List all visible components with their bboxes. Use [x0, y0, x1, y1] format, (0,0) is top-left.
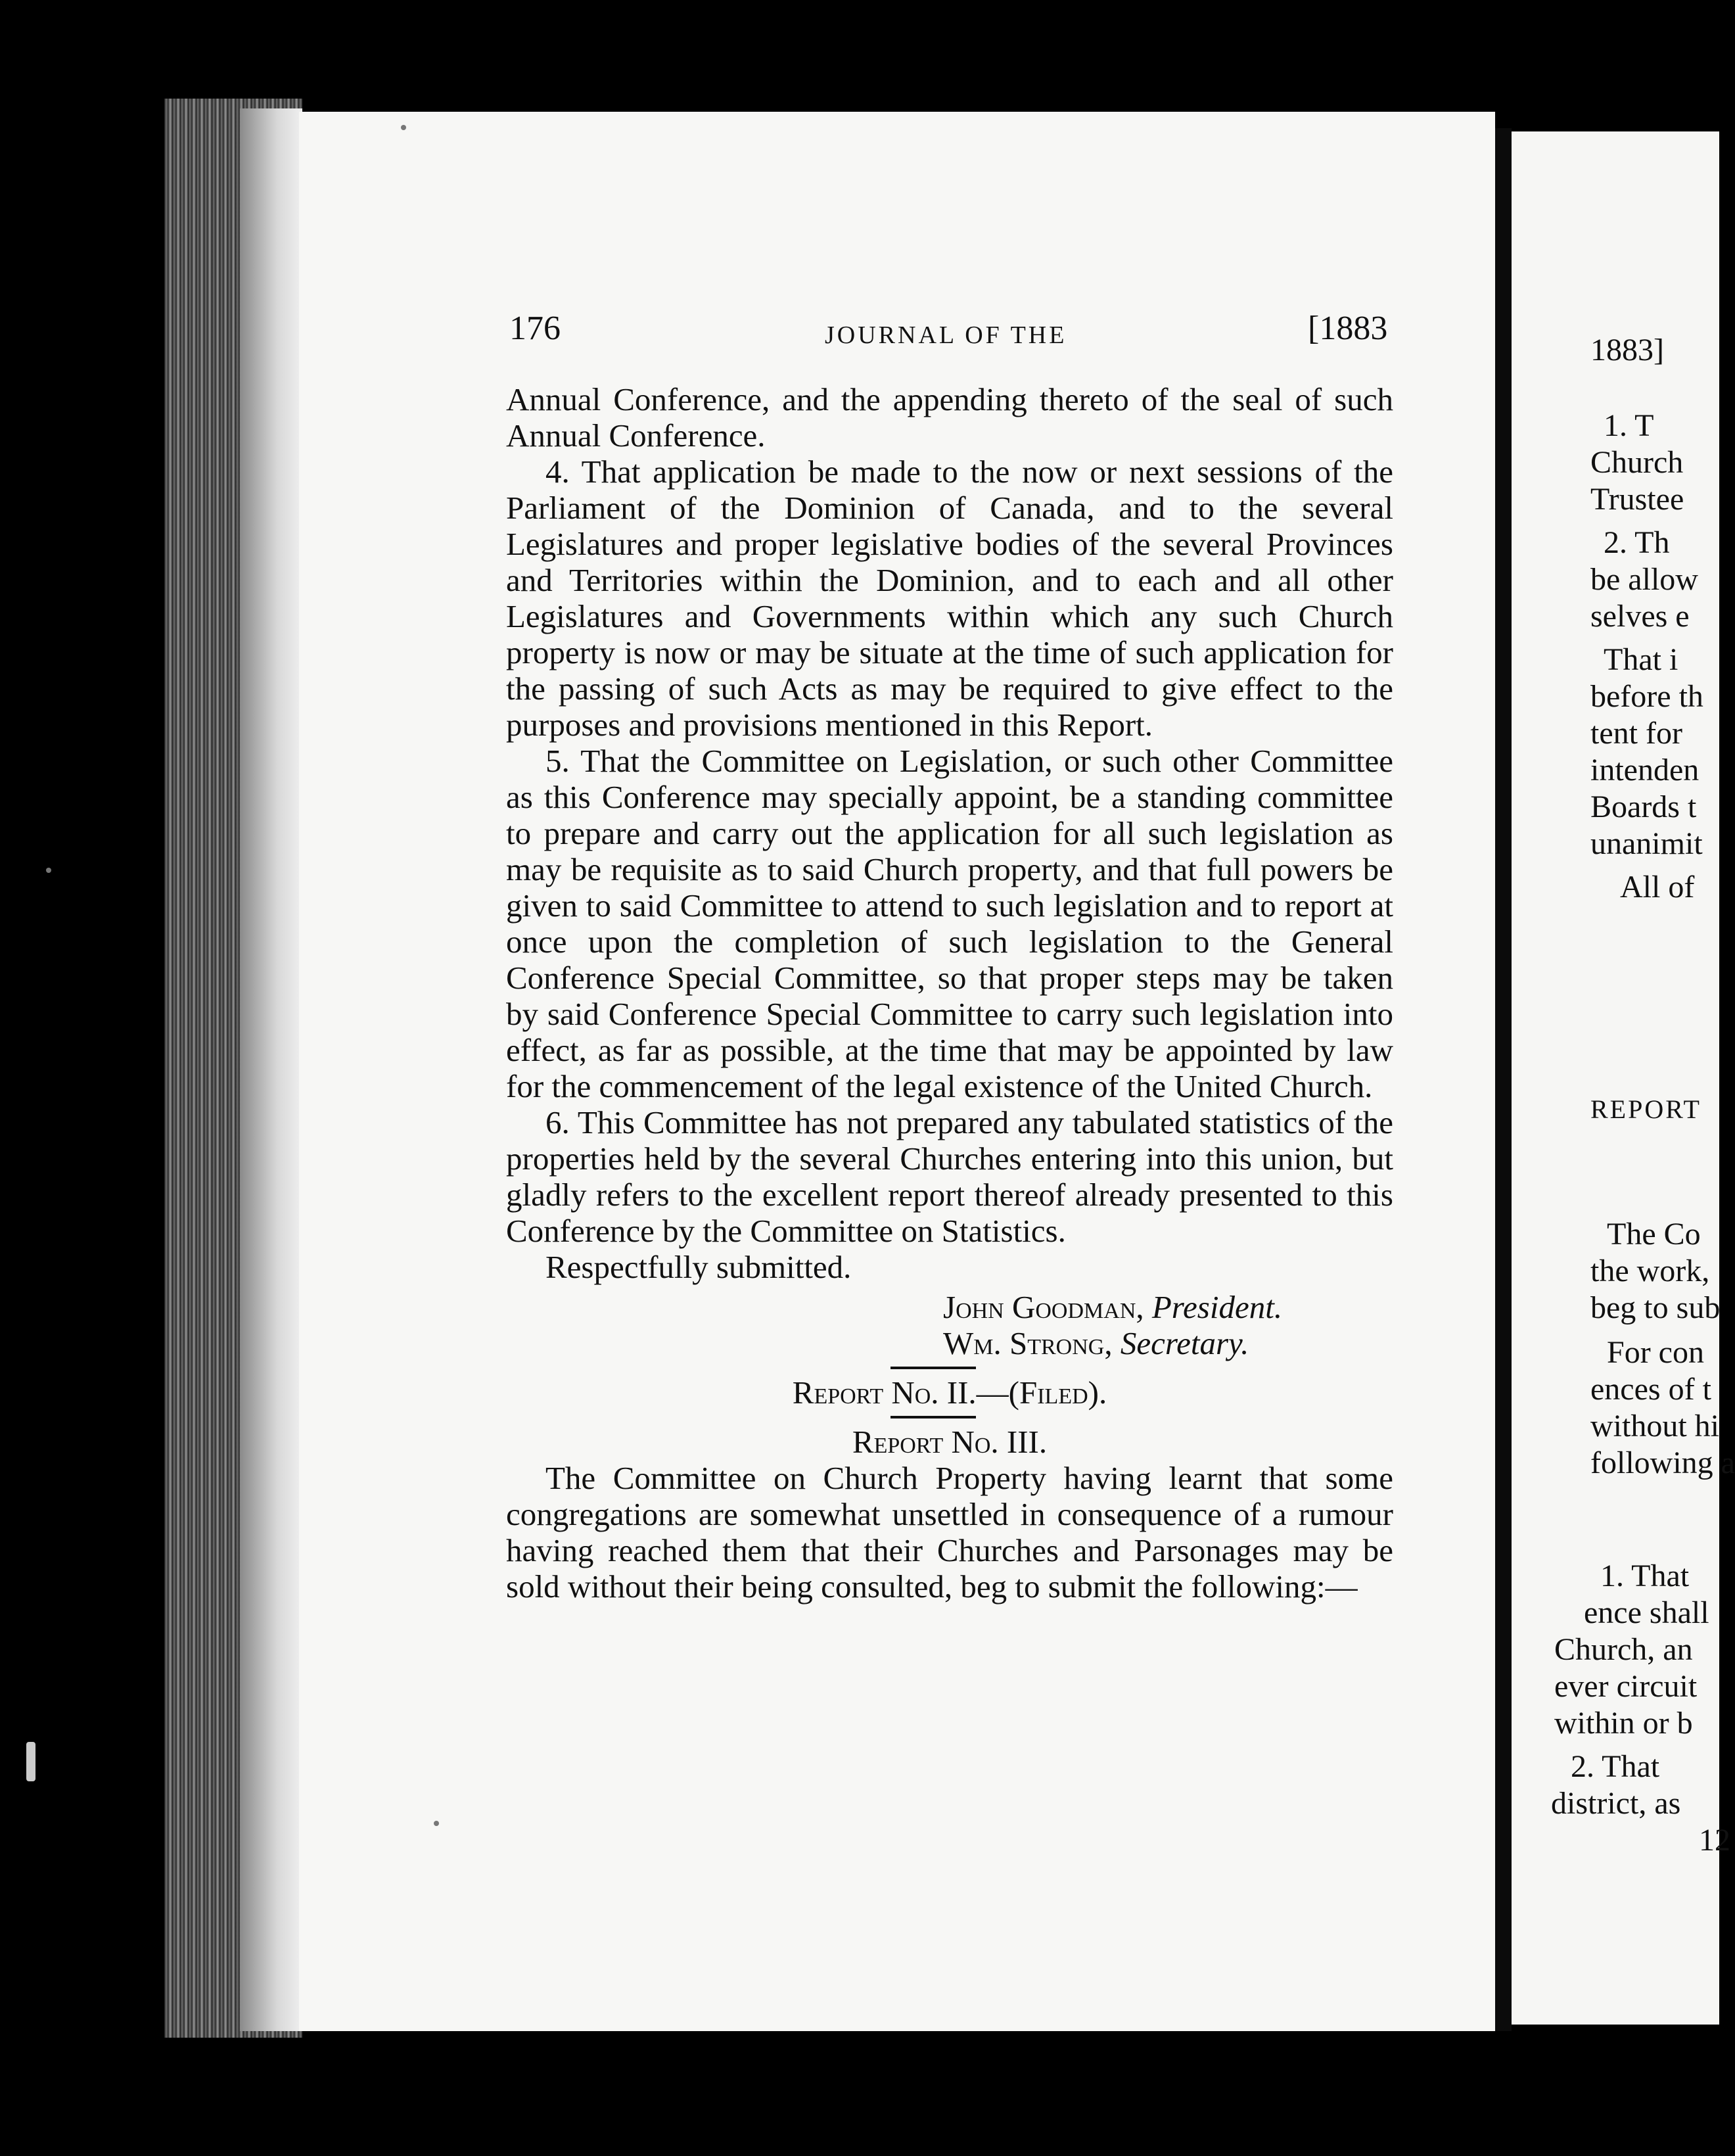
- book-gutter: [1495, 128, 1512, 2031]
- right-line: 2. That: [1571, 1749, 1660, 1784]
- right-line: tent for: [1590, 716, 1682, 751]
- right-line: Trustee: [1590, 482, 1684, 517]
- page-number: 176: [509, 310, 561, 347]
- right-line: ever circuit: [1554, 1669, 1698, 1704]
- signature-role: President.: [1151, 1289, 1283, 1325]
- right-line: The Co: [1607, 1217, 1701, 1252]
- right-line: Church: [1590, 445, 1684, 480]
- signature-role: Secretary.: [1120, 1325, 1249, 1361]
- right-line: 12: [1699, 1823, 1730, 1858]
- right-line: intenden: [1590, 753, 1700, 787]
- right-line: before th: [1590, 679, 1703, 714]
- right-line: the work,: [1590, 1254, 1710, 1288]
- right-line: 2. Th: [1604, 525, 1670, 560]
- right-line: 1. That: [1600, 1558, 1690, 1593]
- signature-president: [506, 1289, 1393, 1325]
- paragraph: Annual Conference, and the appending thereto of the seal of such Annual Conference.: [506, 381, 1393, 454]
- right-line: Boards t: [1590, 789, 1697, 824]
- right-report-heading: REPORT: [1590, 1094, 1701, 1124]
- divider: [891, 1416, 976, 1418]
- right-line: beg to sub: [1590, 1290, 1721, 1325]
- scan-speck: [46, 868, 51, 873]
- right-line: For con: [1607, 1335, 1704, 1370]
- right-line: That i: [1604, 642, 1678, 677]
- right-header-year: 1883]: [1590, 333, 1664, 367]
- right-line: All of: [1620, 870, 1695, 904]
- report-iii-heading: Report No. III.: [852, 1424, 1048, 1460]
- right-line: 1. T: [1604, 408, 1654, 443]
- right-line: selves e: [1590, 599, 1690, 634]
- right-line: unanimit: [1590, 826, 1703, 861]
- report-ii-heading: Report No. II.—(Filed).: [792, 1374, 1107, 1411]
- right-line: district, as: [1551, 1786, 1681, 1821]
- running-title: JOURNAL OF THE: [825, 321, 1067, 349]
- divider: [891, 1367, 976, 1369]
- signature-name: Wm. Strong,: [943, 1325, 1113, 1361]
- paragraph: 4. That application be made to the now or next sessions of the Parliament of the Dominion of Canada, and to the several Legislatures and proper legislative bodies of the several Provinces and Territories within the Dominion, and to each and all other Legislatures and Governments within which any such Church property is now or may be situate at the time of such application for the passing of such Acts as may be required to give effect to the purposes and provisions mentioned in this Report.: [506, 454, 1393, 743]
- header-year: [1883: [1308, 310, 1388, 347]
- paragraph: Respectfully submitted.: [545, 1249, 852, 1285]
- right-line: ence shall: [1584, 1595, 1709, 1630]
- right-line: without hi: [1590, 1409, 1720, 1443]
- scan-speck: [401, 125, 406, 130]
- right-line: ences of t: [1590, 1372, 1711, 1407]
- page-edge-highlight: [240, 108, 302, 2031]
- paragraph: The Committee on Church Property having learnt that some congregations are somewhat unsettled in consequence of a rumour having reached them that their Churches and Parsonages may be sold without their being consulted, beg to submit the following:—: [506, 1460, 1393, 1605]
- right-line: be allow: [1590, 562, 1698, 597]
- scan-mark: [26, 1742, 35, 1781]
- left-page-body: [506, 381, 1393, 1605]
- right-line: following a: [1590, 1445, 1735, 1480]
- scan-speck: [434, 1821, 439, 1826]
- right-line: within or b: [1554, 1706, 1693, 1741]
- signature-secretary: [506, 1325, 1393, 1361]
- paragraph: 5. That the Committee on Legislation, or such other Committee as this Conference may specially appoint, be a standing committee to prepare and carry out the application for all such legislation as may be requisite as to said Church property, and that full powers be given to said Committee to attend to such legislation and to report at once upon the completion of such legislation to the General Conference Special Committee, so that proper steps may be taken by said Conference Special Committee to carry such legislation into effect, as far as possible, at the time that may be appointed by law for the commencement of the legal existence of the United Church.: [506, 743, 1393, 1104]
- paragraph: 6. This Committee has not prepared any tabulated statistics of the properties held by the several Churches entering into this union, but gladly refers to the excellent report thereof already presented to this Conference by the Committee on Statistics.: [506, 1104, 1393, 1249]
- signature-name: John Goodman,: [943, 1289, 1144, 1325]
- right-line: Church, an: [1554, 1632, 1693, 1667]
